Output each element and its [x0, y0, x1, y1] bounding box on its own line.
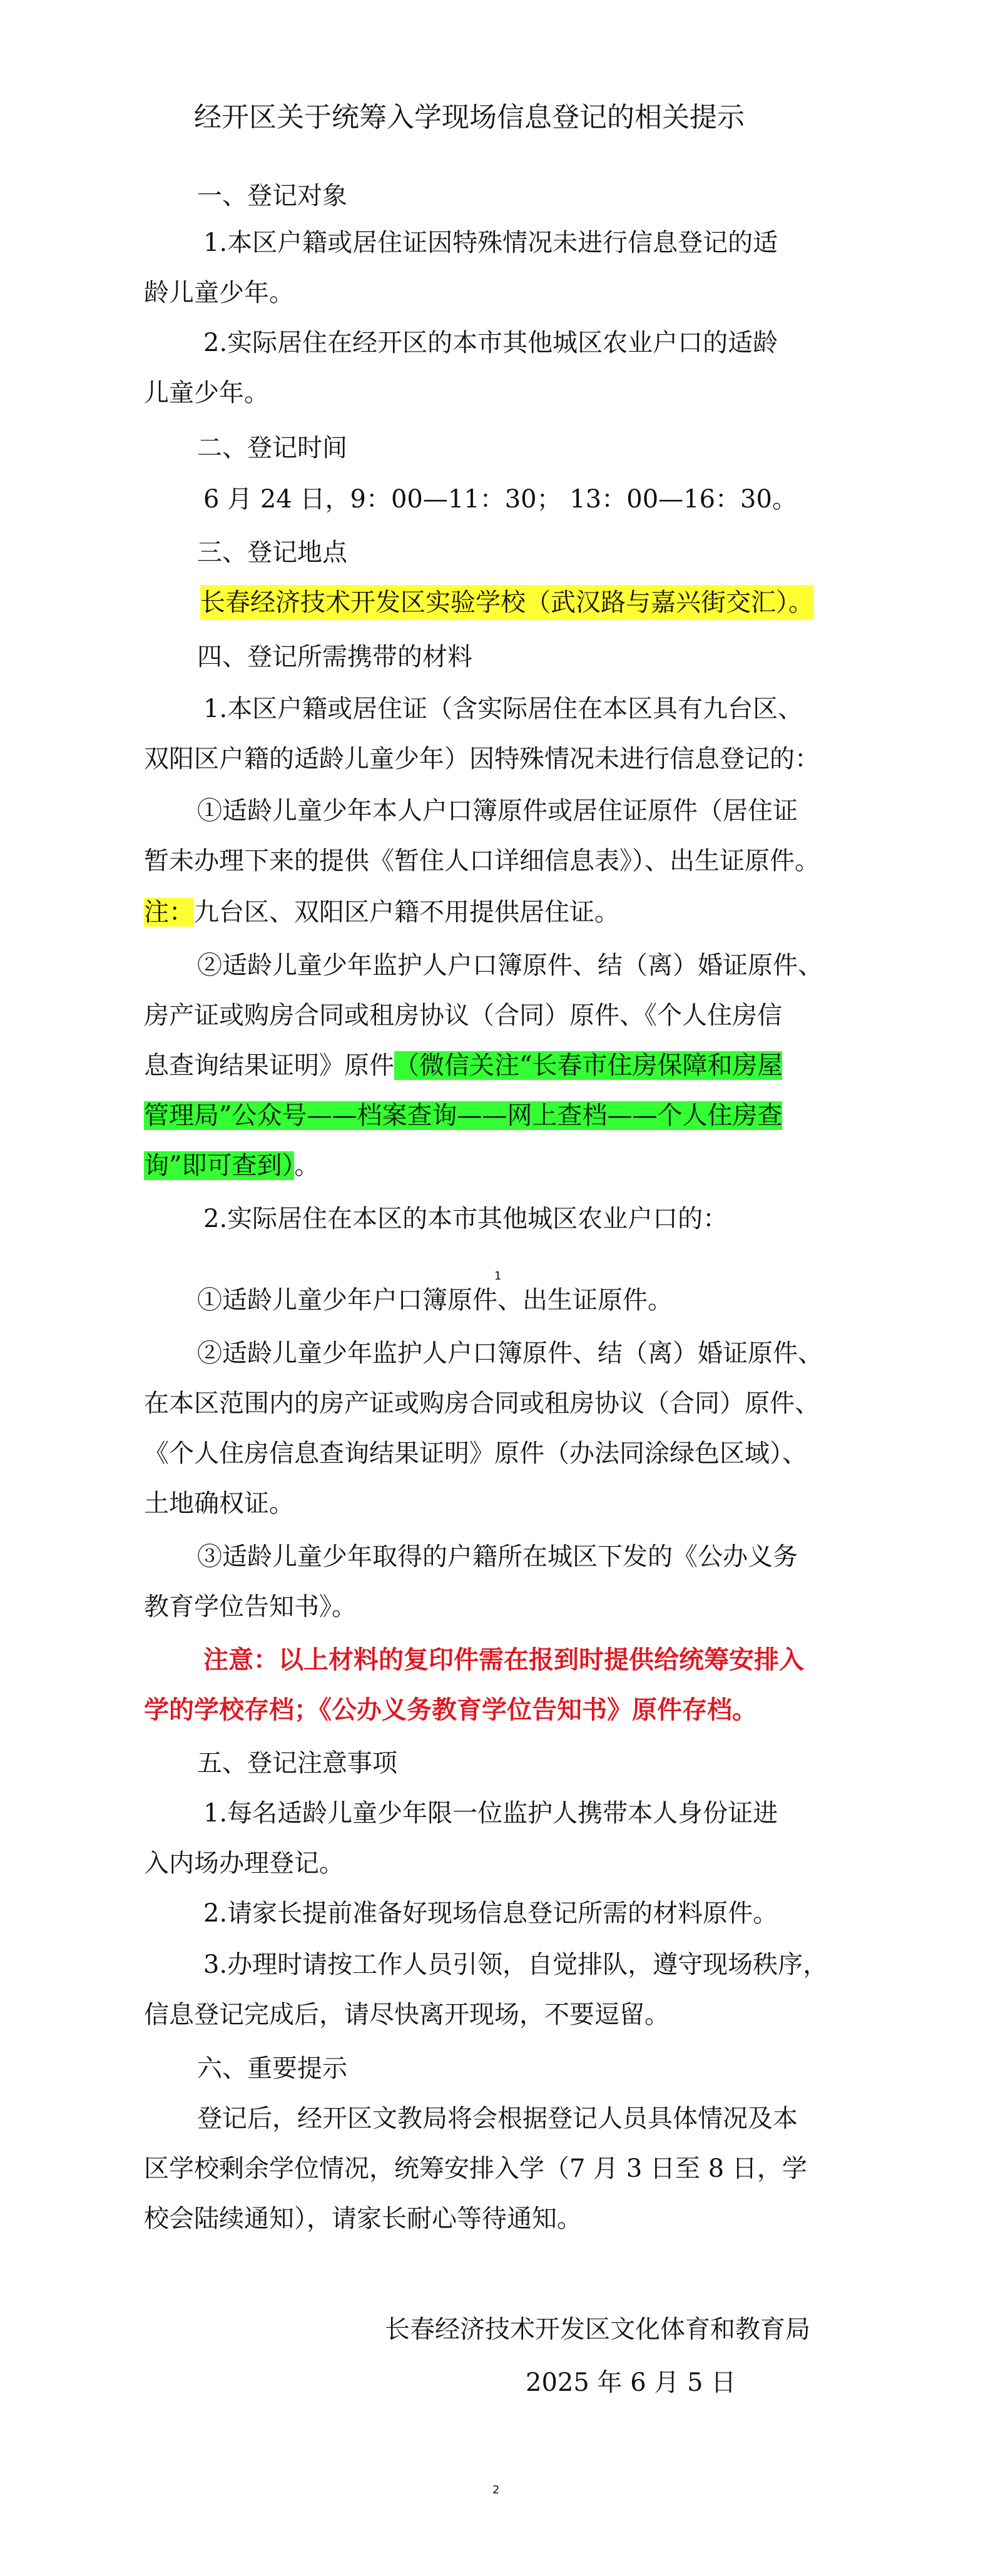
note-text: 九台区、双阳区户籍不用提供居住证。 — [194, 898, 619, 927]
paragraph-line: 区学校剩余学位情况，统筹安排入学（7 月 3 日至 8 日，学 — [144, 2154, 807, 2183]
note-label-highlight: 注： — [144, 898, 194, 927]
paragraph-line: 2.实际居住在本区的本市其他城区农业户口的： — [203, 1204, 728, 1233]
green-highlight: （微信关注“长春市住房保障和房屋 — [394, 1051, 783, 1080]
section-heading-2: 二、登记时间 — [197, 434, 347, 462]
paragraph-line: ①适龄儿童少年本人户口簿原件或居住证原件（居住证 — [197, 797, 798, 825]
document-title: 经开区关于统筹入学现场信息登记的相关提示 — [194, 101, 745, 133]
paragraph-line: 3.办理时请按工作人员引领，自觉排队，遵守现场秩序， — [203, 1950, 828, 1979]
issue-date: 2025 年 6 月 5 日 — [526, 2368, 736, 2397]
paragraph-line: 1.每名适龄儿童少年限一位监护人携带本人身份证进 — [203, 1799, 778, 1828]
warning-line: 学的学校存档；《公办义务教育学位告知书》原件存档。 — [144, 1696, 757, 1724]
section-heading-1: 一、登记对象 — [197, 181, 347, 210]
warning-line: 注意：以上材料的复印件需在报到时提供给统筹安排入 — [203, 1646, 804, 1674]
paragraph-line: 暂未办理下来的提供《暂住人口详细信息表》）、出生证原件。 — [144, 847, 820, 875]
page-mark: 1 — [494, 1270, 502, 1283]
paragraph-line — [144, 1098, 782, 1133]
note-line — [144, 895, 619, 930]
paragraph-line: 2.实际居住在经开区的本市其他城区农业户口的适龄 — [203, 328, 778, 357]
section-heading-5: 五、登记注意事项 — [197, 1749, 397, 1778]
registration-place-highlight: 长春经济技术开发区实验学校（武汉路与嘉兴街交汇）。 — [200, 585, 813, 620]
paragraph-line: ①适龄儿童少年户口簿原件、出生证原件。 — [197, 1286, 673, 1315]
paragraph-line: 儿童少年。 — [144, 379, 269, 407]
green-highlight: 管理局”公众号——档案查询——网上查档——个人住房查 — [144, 1101, 783, 1130]
paragraph-line: 校会陆续通知），请家长耐心等待通知。 — [144, 2204, 582, 2233]
paragraph-line: 2.请家长提前准备好现场信息登记所需的材料原件。 — [203, 1899, 778, 1928]
paragraph-line: 1.本区户籍或居住证（含实际居住在本区具有九台区、 — [203, 695, 803, 723]
paragraph-line: ②适龄儿童少年监护人户口簿原件、结（离）婚证原件、 — [197, 951, 823, 980]
paragraph-line: 登记后，经开区文教局将会根据登记人员具体情况及本 — [197, 2104, 798, 2133]
paragraph-line: 在本区范围内的房产证或购房合同或租房协议（合同）原件、 — [144, 1389, 820, 1418]
green-highlight: 询”即可查到） — [144, 1151, 295, 1180]
paragraph-line: 土地确权证。 — [144, 1489, 294, 1518]
paragraph-line: ③适龄儿童少年取得的户籍所在城区下发的《公办义务 — [197, 1542, 798, 1571]
paragraph-line: 入内场办理登记。 — [144, 1849, 344, 1878]
paragraph-line: 1.本区户籍或居住证因特殊情况未进行信息登记的适 — [203, 228, 778, 257]
issuing-organization: 长春经济技术开发区文化体育和教育局 — [385, 2315, 810, 2344]
section-heading-6: 六、重要提示 — [197, 2054, 347, 2083]
page-number: 2 — [492, 2483, 500, 2497]
paragraph-line: ②适龄儿童少年监护人户口簿原件、结（离）婚证原件、 — [197, 1339, 823, 1368]
paragraph-line: 教育学位告知书》。 — [144, 1592, 357, 1621]
paragraph-line: 双阳区户籍的适龄儿童少年）因特殊情况未进行信息登记的： — [144, 745, 820, 773]
paragraph-line: 信息登记完成后，请尽快离开现场，不要逗留。 — [144, 2000, 670, 2029]
paragraph-line — [144, 1148, 319, 1183]
section-heading-3: 三、登记地点 — [197, 538, 347, 567]
section-heading-4: 四、登记所需携带的材料 — [197, 643, 472, 671]
paragraph-line: 《个人住房信息查询结果证明》原件（办法同涂绿色区域）、 — [144, 1439, 807, 1468]
paragraph-line: 房产证或购房合同或租房协议（合同）原件、《个人住房信 — [144, 1001, 782, 1030]
text-span: 。 — [294, 1151, 320, 1180]
registration-time: 6 月 24 日，9：00—11：30； 13：00—16：30。 — [203, 485, 797, 514]
paragraph-line — [144, 1048, 782, 1083]
paragraph-line: 龄儿童少年。 — [144, 278, 294, 307]
text-span: 息查询结果证明》原件 — [144, 1051, 394, 1080]
